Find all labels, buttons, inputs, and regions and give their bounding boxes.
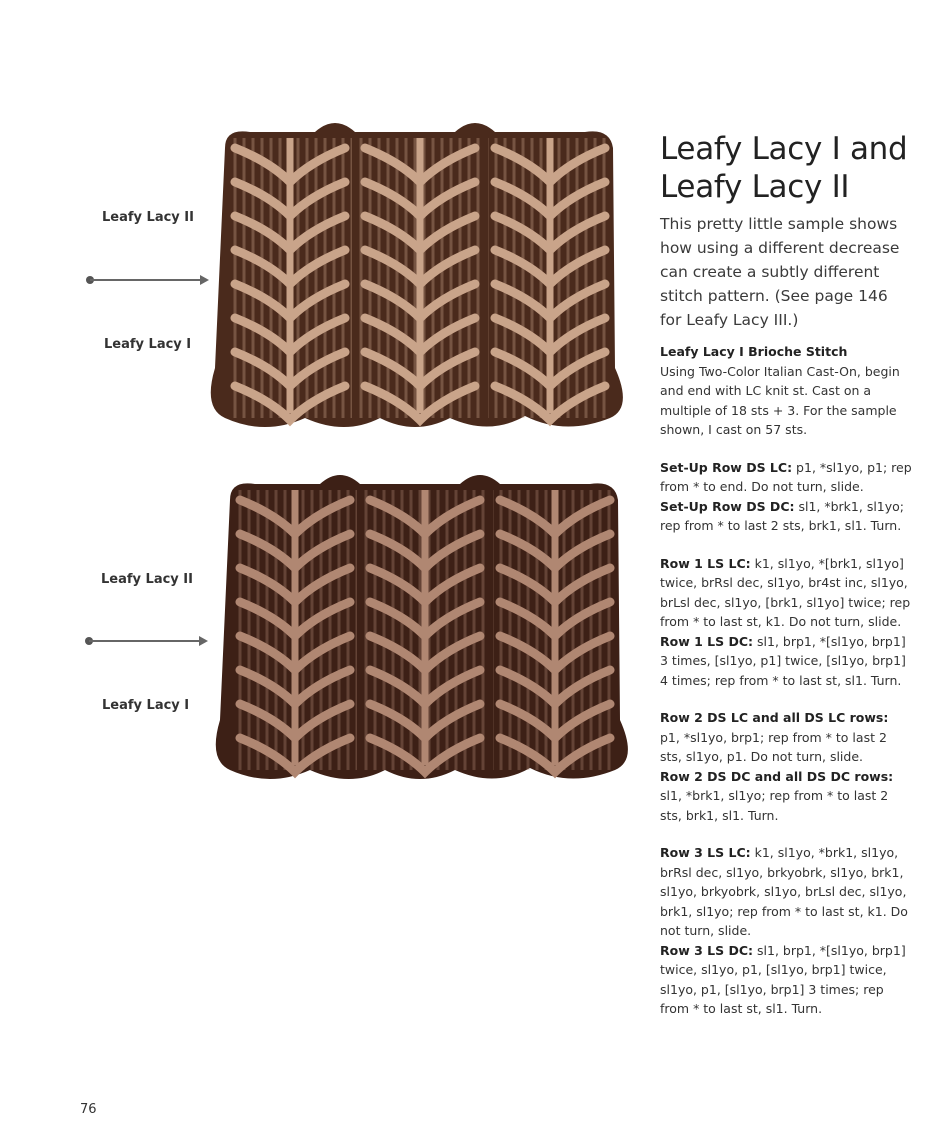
row-instructions: k1, sl1yo, *brk1, sl1yo, brRsl dec, sl1yo, brkyobrk, sl1yo, brk1, sl1yo, brkyobrk, sl1yo, brLsl dec, sl1yo, brk1, sl1yo; rep from * to last st, k1. Do not turn, slide. (660, 845, 908, 938)
row-instructions: sl1, *brk1, sl1yo; rep from * to last 2 sts, brk1, sl1. Turn. (660, 498, 905, 533)
title-line-2: Leafy Lacy II (660, 169, 850, 205)
row-instructions: p1, *sl1yo, brp1; rep from * to last 2 sts, sl1yo, p1. Do not turn, slide. (660, 729, 887, 764)
row-heading: Row 3 LS LC: (660, 845, 751, 860)
arrow-head-icon (200, 275, 209, 285)
knit-swatch-dark-image (210, 470, 638, 788)
callout-label-leafy-lacy-i-bottom: Leafy Lacy I (102, 698, 190, 713)
row-heading: Row 1 LS DC: (660, 633, 754, 649)
instruction-row (660, 767, 912, 826)
row-heading: Set-Up Row DS LC: (660, 459, 793, 475)
pattern-instructions (660, 342, 912, 1019)
instruction-row (660, 554, 912, 632)
instruction-block (660, 708, 912, 825)
pattern-text-column (660, 130, 912, 1037)
arrow-line (90, 279, 200, 281)
arrow-line (89, 640, 199, 642)
row-instructions: p1, *sl1yo, p1; rep from * to end. Do not turn, slide. (660, 459, 912, 494)
instruction-block (660, 554, 912, 691)
instruction-row (660, 632, 912, 691)
divider-arrow-bottom (85, 636, 209, 646)
arrow-head-icon (199, 636, 208, 646)
intro-paragraph: This pretty little sample shows how using a different decrease can create a subtly different stitch pattern. (See page 146 for Leafy Lacy III.) (660, 215, 900, 329)
instruction-row (660, 708, 912, 767)
row-heading: Row 1 LS LC: (660, 555, 751, 571)
callout-label-leafy-lacy-ii-top: Leafy Lacy II (102, 210, 194, 225)
row-instructions: sl1, brp1, *[sl1yo, brp1] 3 times, [sl1yo, p1] twice, [sl1yo, brp1] 4 times; rep from * to last st, sl1. Turn. (660, 633, 906, 688)
callout-label-leafy-lacy-i-top: Leafy Lacy I (104, 337, 192, 352)
callout-label-leafy-lacy-ii-bottom: Leafy Lacy II (101, 572, 193, 587)
row-heading: Set-Up Row DS DC: (660, 498, 795, 514)
page-title (660, 130, 912, 206)
row-heading: Row 2 DS DC and all DS DC rows: (660, 768, 894, 784)
row-instructions: sl1, brp1, *[sl1yo, brp1] twice, sl1yo, p1, [sl1yo, brp1] twice, sl1yo, p1, [sl1yo, brp1] 3 times; rep from * to last st, sl1. Turn. (660, 942, 906, 1016)
instruction-row (660, 843, 912, 941)
row-instructions: k1, sl1yo, *[brk1, sl1yo] twice, brRsl dec, sl1yo, br4st inc, sl1yo, brLsl dec, sl1yo, [brk1, sl1yo] twice; rep from * to last st, k1. Do not turn, slide. (660, 555, 911, 629)
instruction-row (660, 342, 912, 440)
row-heading: Row 3 LS DC: (660, 942, 754, 958)
row-instructions: Using Two-Color Italian Cast-On, begin and end with LC knit st. Cast on a multiple of 18 sts + 3. For the sample shown, I cast on 57 sts. (660, 363, 900, 437)
row-heading: Leafy Lacy I Brioche Stitch (660, 344, 848, 359)
divider-arrow-top (86, 275, 210, 285)
instruction-block (660, 342, 912, 440)
row-instructions: sl1, *brk1, sl1yo; rep from * to last 2 sts, brk1, sl1. Turn. (660, 788, 889, 823)
knit-swatch-light-image (205, 118, 633, 436)
title-line-1: Leafy Lacy I and (660, 131, 908, 167)
row-heading: Row 2 DS LC and all DS LC rows: (660, 710, 889, 725)
page-number: 76 (80, 1102, 97, 1117)
instruction-row (660, 458, 912, 497)
instruction-row (660, 941, 912, 1019)
instruction-row (660, 497, 912, 536)
instruction-block (660, 843, 912, 1019)
instruction-block (660, 458, 912, 536)
